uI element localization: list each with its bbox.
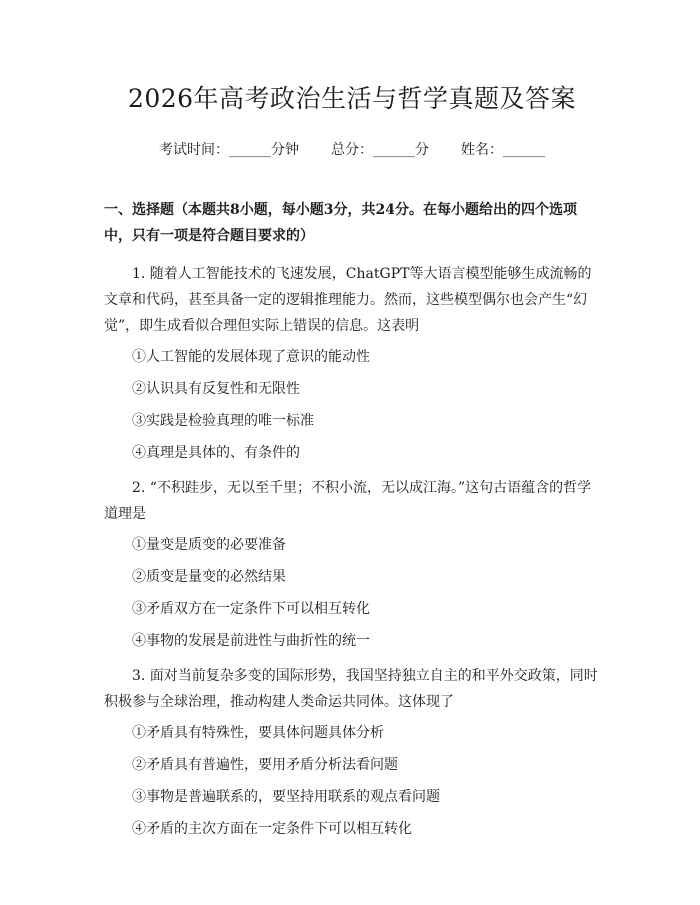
- question-stem: 1. 随着人工智能技术的飞速发展，ChatGPT等大语言模型能够生成流畅的文章和代码，甚至具备一定的逻辑推理能力。然而，这些模型偶尔也会产生“幻觉”，即生成看似合理但实际上错误的信息。这表明: [104, 266, 592, 334]
- question-1: [104, 261, 600, 463]
- page-title: 2026年高考政治生活与哲学真题及答案: [127, 84, 577, 113]
- question-2: [104, 475, 600, 651]
- option-list: [104, 347, 600, 463]
- option-item: ③实践是检验真理的唯一标准: [132, 413, 314, 429]
- section-heading-choice: 一、选择题（本题共8小题，每小题3分，共24分。在每小题给出的四个选项中，只有一项是符合题目要求的）: [104, 202, 577, 244]
- option-item: ①人工智能的发展体现了意识的能动性: [132, 349, 370, 365]
- option-item: ③矛盾双方在一定条件下可以相互转化: [132, 601, 370, 617]
- option-item: ④真理是具体的、有条件的: [132, 445, 300, 461]
- option-list: [104, 723, 600, 839]
- option-item: ②质变是量变的必然结果: [132, 569, 286, 585]
- option-item: ④矛盾的主次方面在一定条件下可以相互转化: [132, 821, 412, 837]
- exam-info-line: [104, 140, 600, 160]
- question-3: [104, 663, 600, 839]
- option-item: ①矛盾具有特殊性，要具体问题具体分析: [132, 725, 384, 741]
- option-item: ④事物的发展是前进性与曲折性的统一: [132, 633, 370, 649]
- question-stem: 2. “不积跬步，无以至千里；不积小流，无以成江海。”这句古语蕴含的哲学道理是: [104, 480, 592, 522]
- option-list: [104, 535, 600, 651]
- exam-time-field: 考试时间：______分钟: [159, 142, 299, 158]
- name-field: 姓名：______: [461, 142, 545, 158]
- option-item: ③事物是普遍联系的，要坚持用联系的观点看问题: [132, 789, 440, 805]
- total-score-field: 总分：______分: [331, 142, 429, 158]
- question-stem: 3. 面对当前复杂多变的国际形势，我国坚持独立自主的和平外交政策，同时积极参与全球治理，推动构建人类命运共同体。这体现了: [104, 668, 598, 710]
- option-item: ②认识具有反复性和无限性: [132, 381, 300, 397]
- option-item: ①量变是质变的必要准备: [132, 537, 286, 553]
- option-item: ②矛盾具有普遍性，要用矛盾分析法看问题: [132, 757, 398, 773]
